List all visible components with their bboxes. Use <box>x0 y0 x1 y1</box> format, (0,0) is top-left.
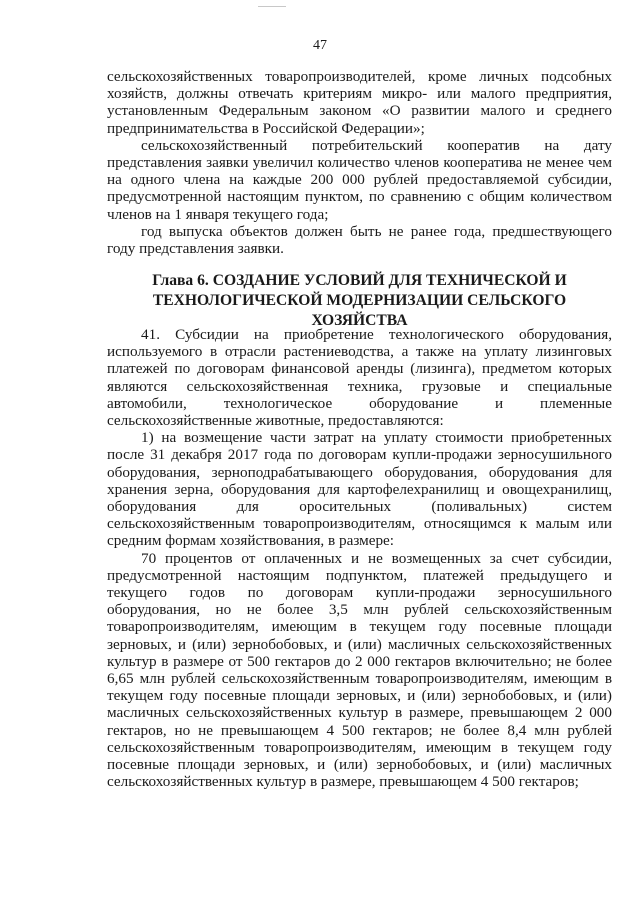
paragraph-subitem-1: 1) на возмещение части затрат на уплату стоимости приобретенных после 31 декабря 2017 года по договорам купли-продажи зерносушильного оборудования, зерноподрабатывающего оборудования, оборудования для хранения зерна, оборудования для картофелехранилищ и овощехранилищ, оборудования для оросительных (поливальных) систем сельскохозяйственным товаропроизводителям, относящимся к малым или средним формам хозяйствования, в размере: <box>107 429 612 550</box>
chapter-heading-line-2: ТЕХНОЛОГИЧЕСКОЙ МОДЕРНИЗАЦИИ СЕЛЬСКОГО ХОЗЯЙСТВА <box>152 292 567 329</box>
page-number: 47 <box>313 38 327 53</box>
chapter-heading-line-1: Глава 6. СОЗДАНИЕ УСЛОВИЙ ДЛЯ ТЕХНИЧЕСКОЙ И <box>152 272 567 289</box>
paragraph-70-percent: 70 процентов от оплаченных и не возмещенных за счет субсидии, предусмотренной настоящим подпунктом, платежей предыдущего и текущего годов по договорам купли-продажи зерносушильного оборудования, но не более 3,5 млн рублей сельскохозяйственным товаропроизводителям, имеющим в текущем году посевные площади зерновых, и (или) зернобобовых, и (или) масличных сельскохозяйственных культур в размере от 500 гектаров до 2 000 гектаров включительно; не более 6,65 млн рублей сельскохозяйственным товаропроизводителям, имеющим в текущем году посевные площади зерновых, и (или) зернобобовых, и (или) масличных сельскохозяйственных культур в размере, превышающем 2 000 гектаров, но не превышающем 4 500 гектаров; не более 8,4 млн рублей сельскохозяйственным товаропроизводителям, имеющим в текущем году посевные площади зерновых, и (или) зернобобовых, и (или) масличных сельскохозяйственных культур в размере, превышающем 4 500 гектаров; <box>107 549 612 791</box>
paragraph-year-of-manufacture: год выпуска объектов должен быть не ранее года, предшествующего году представления заявки. <box>107 222 612 258</box>
scan-artifact-top <box>258 6 286 7</box>
text-block-conditions <box>107 68 612 257</box>
paragraph-small-business-criteria: сельскохозяйственных товаропроизводителей, кроме личных подсобных хозяйств, должны отвечать критериям микро- или малого предприятия, установленным Федеральным законом «О развитии малого и среднего предпринимательства в Российской Федерации»; <box>107 68 612 137</box>
chapter-heading <box>107 271 612 331</box>
text-block-subsidies <box>107 326 612 790</box>
paragraph-41-subsidies: 41. Субсидии на приобретение технологического оборудования, используемого в отрасли растениеводства, а также на уплату лизинговых платежей по договорам финансовой аренды (лизинга), предметом которых являются сельскохозяйственная техника, грузовые и специальные автомобили, технологическое оборудование и племенные сельскохозяйственные животные, предоставляются: <box>107 326 612 430</box>
paragraph-cooperative-members: сельскохозяйственный потребительский кооператив на дату представления заявки увеличил количество членов кооператива не менее чем на одного члена на каждые 200 000 рублей предоставляемой субсидии, предусмотренной настоящим пунктом, по сравнению с общим количеством членов на 1 января текущего года; <box>107 136 612 223</box>
